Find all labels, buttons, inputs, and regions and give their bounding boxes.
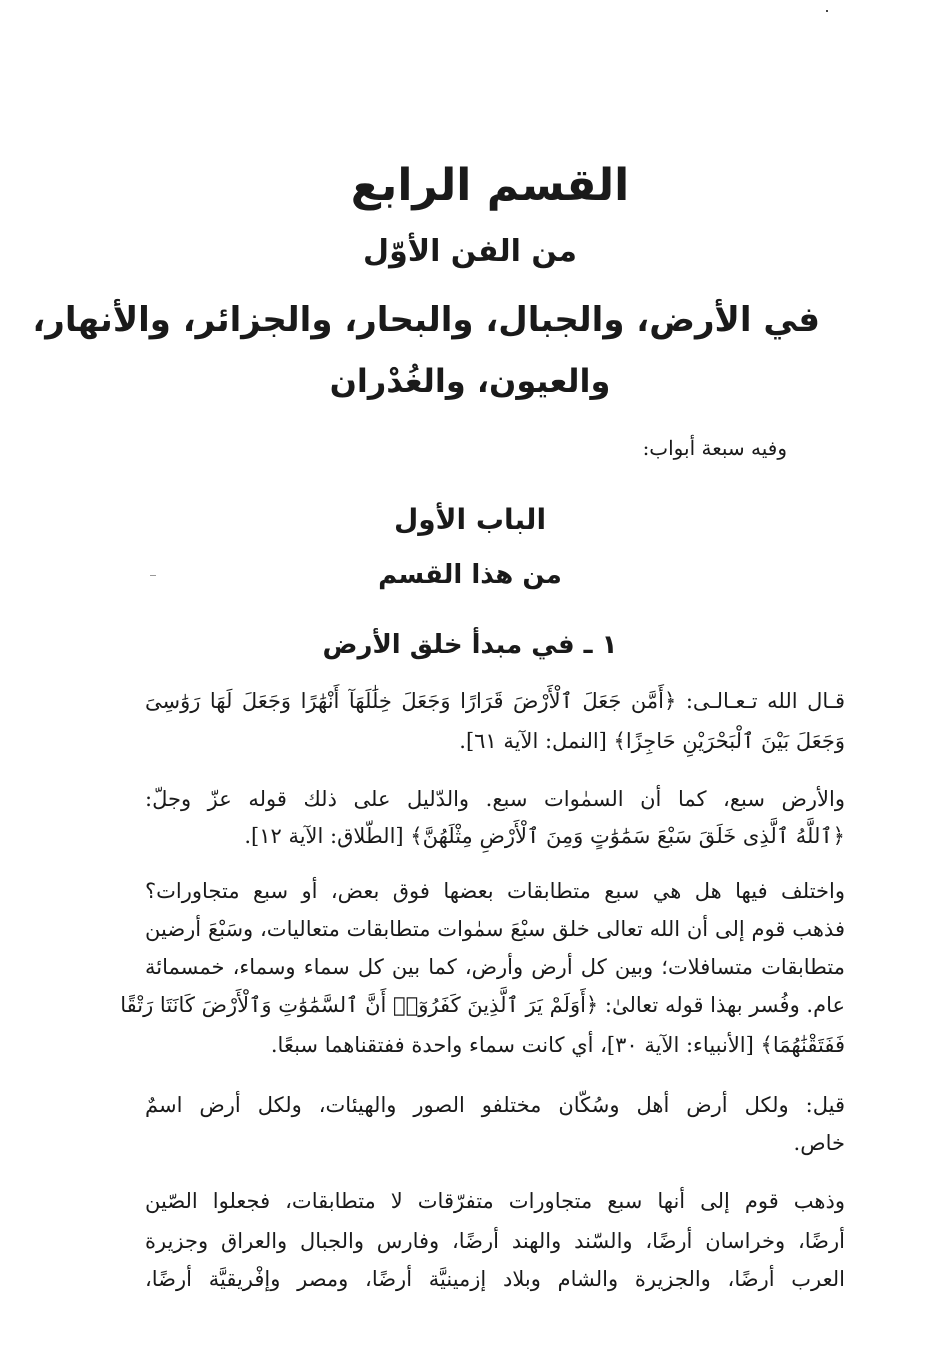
- paragraph-1-line-2: وَجَعَلَ بَيْنَ ٱلْبَحْرَيْنِ حَاجِزًا﴾ [النمل: الآية ٦١].: [459, 729, 845, 753]
- part-topic-line-2: والعيون، والغُدْران: [329, 362, 611, 400]
- paragraph-2-line-1: والأرض سبع، كما أن السمٰوات سبع. والدّليل على ذلك قوله عزّ وجلّ:: [145, 787, 845, 811]
- section-title: ١ ـ في مبدأ خلق الأرض: [322, 630, 618, 660]
- paragraph-4-line-1: قيل: ولكل أرض أهل وسُكّان مختلفو الصور والهيئات، ولكل أرض اسمٌ: [145, 1093, 845, 1117]
- paragraph-3-line-5: فَفَتَقْنَٰهُمَا﴾ [الأنبياء: الآية ٣٠]، أي كانت سماء واحدة ففتقناهما سبعًا.: [270, 1033, 845, 1057]
- paragraph-1-line-1: قـال الله تـعـالـى: ﴿أَمَّن جَعَلَ ٱلْأَرْضَ قَرَارًا وَجَعَلَ خِلَٰلَهَآ أَنْهَٰرًا وَجَعَلَ لَهَا رَوَٰسِىَ: [145, 689, 845, 713]
- paragraph-3-line-2: فذهب قوم إلى أن الله تعالى خلق سبْعَ سمٰوات متطابقات متعاليات، وسَبْعَ أرضين: [145, 917, 845, 941]
- paragraph-3-line-4: عام. وفُسر بهذا قوله تعالىٰ: ﴿أَوَلَمْ يَرَ ٱلَّذِينَ كَفَرُوٓا۟ أَنَّ ٱلسَّمَٰوَٰتِ وَٱلْأَرْضَ كَانَتَا رَتْقًا: [120, 993, 845, 1017]
- paragraph-3-line-3: متطابقات متسافلات؛ وبين كل أرض وأرض، كما بين كل سماء وسماء، خمسمائة: [145, 955, 845, 979]
- paragraph-5-line-3: العرب أرضًا، والجزيرة والشام وبلاد إزمينيَّة أرضًا، ومصر وإفْريقيَّة أرضًا،: [145, 1267, 845, 1291]
- part-topic-line-1: في الأرض، والجبال، والبحار، والجزائر، والأنهار،: [32, 300, 820, 340]
- part-title: القسم الرابع: [350, 160, 630, 211]
- paragraph-5-line-1: وذهب قوم إلى أنها سبع متجاورات متفرّقات لا متطابقات، فجعلوا الصّين: [145, 1189, 845, 1213]
- paragraph-2-line-2: ﴿ٱللَّهُ ٱلَّذِى خَلَقَ سَبْعَ سَمَٰوَٰتٍ وَمِنَ ٱلْأَرْضِ مِثْلَهُنَّ﴾ [الطّلاق: الآية ١٢].: [244, 824, 845, 848]
- paragraph-5-line-2: أرضًا، وخراسان أرضًا، والسّند والهند أرضًا، وفارس والجبال والعراق وجزيرة: [145, 1229, 845, 1253]
- paragraph-4-line-2: خاص.: [793, 1131, 845, 1155]
- intro-line: وفيه سبعة أبواب:: [642, 436, 787, 460]
- chapter-subtitle: من هذا القسم: [378, 560, 562, 590]
- scan-speck: [826, 10, 828, 12]
- paragraph-3-line-1: واختلف فيها هل هي سبع متطابقات بعضها فوق بعض، أو سبع متجاورات؟: [145, 879, 845, 903]
- part-subtitle: من الفن الأوّل: [363, 234, 577, 269]
- chapter-title: الباب الأول: [393, 503, 547, 536]
- scan-mark: [150, 575, 156, 576]
